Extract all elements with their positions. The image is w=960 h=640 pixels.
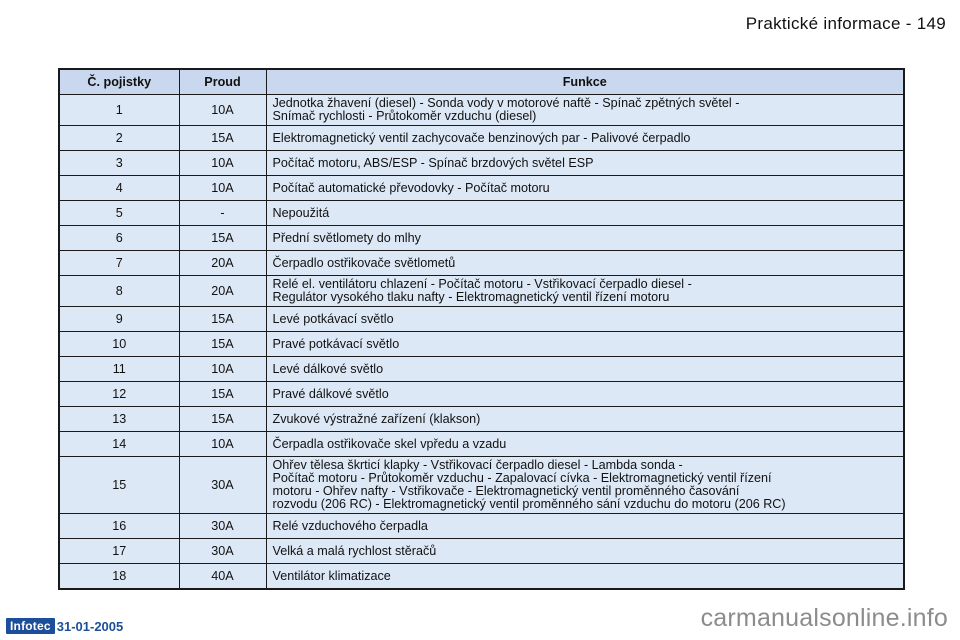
fuse-number-cell: 4 xyxy=(59,176,179,201)
fuse-number-cell: 7 xyxy=(59,251,179,276)
table-row xyxy=(59,307,904,332)
function-cell: Pravé dálkové světlo xyxy=(266,382,904,407)
column-header-current: Proud xyxy=(179,69,266,95)
table-row xyxy=(59,226,904,251)
column-header-fuse-number: Č. pojistky xyxy=(59,69,179,95)
current-cell: 30A xyxy=(179,539,266,564)
current-cell: 20A xyxy=(179,251,266,276)
table-row xyxy=(59,357,904,382)
column-header-function: Funkce xyxy=(266,69,904,95)
current-cell: 15A xyxy=(179,382,266,407)
function-cell: Ohřev tělesa škrticí klapky - Vstřikovací čerpadlo diesel - Lambda sonda - Počítač motoru - Průtokoměr vzduchu - Zapalovací cívka - Elektromagnetický ventil řízení motoru - Ohřev nafty - Vstřikovače - Elektromagnetický ventil proměnného časování rozvodu (206 RC) - Elektromagnetický ventil proměnného sání vzduchu do motoru (206 RC) xyxy=(266,457,904,514)
footer xyxy=(6,618,123,634)
function-cell: Elektromagnetický ventil zachycovače benzinových par - Palivové čerpadlo xyxy=(266,126,904,151)
current-cell: 10A xyxy=(179,151,266,176)
infotec-logo: Infotec xyxy=(6,618,55,634)
fuse-number-cell: 2 xyxy=(59,126,179,151)
function-cell: Levé dálkové světlo xyxy=(266,357,904,382)
function-cell: Přední světlomety do mlhy xyxy=(266,226,904,251)
fuse-number-cell: 14 xyxy=(59,432,179,457)
table-row xyxy=(59,95,904,126)
function-cell: Levé potkávací světlo xyxy=(266,307,904,332)
current-cell: 20A xyxy=(179,276,266,307)
fuse-number-cell: 11 xyxy=(59,357,179,382)
current-cell: 10A xyxy=(179,357,266,382)
table-row xyxy=(59,176,904,201)
table-row xyxy=(59,432,904,457)
function-cell: Počítač motoru, ABS/ESP - Spínač brzdových světel ESP xyxy=(266,151,904,176)
table-row xyxy=(59,201,904,226)
table-row xyxy=(59,151,904,176)
table-body xyxy=(59,95,904,590)
table-row xyxy=(59,407,904,432)
function-cell: Čerpadla ostřikovače skel vpředu a vzadu xyxy=(266,432,904,457)
current-cell: 10A xyxy=(179,432,266,457)
function-cell: Jednotka žhavení (diesel) - Sonda vody v motorové naftě - Spínač zpětných světel - Snímač rychlosti - Průtokoměr vzduchu (diesel) xyxy=(266,95,904,126)
table-row xyxy=(59,382,904,407)
table-row xyxy=(59,564,904,590)
publication-date: 31-01-2005 xyxy=(56,618,124,634)
fuse-number-cell: 18 xyxy=(59,564,179,590)
table-row xyxy=(59,514,904,539)
function-cell: Zvukové výstražné zařízení (klakson) xyxy=(266,407,904,432)
function-cell: Velká a malá rychlost stěračů xyxy=(266,539,904,564)
fuse-number-cell: 1 xyxy=(59,95,179,126)
table-row xyxy=(59,276,904,307)
function-cell: Ventilátor klimatizace xyxy=(266,564,904,590)
function-cell: Čerpadlo ostřikovače světlometů xyxy=(266,251,904,276)
fuse-number-cell: 5 xyxy=(59,201,179,226)
current-cell: - xyxy=(179,201,266,226)
table-row xyxy=(59,251,904,276)
current-cell: 40A xyxy=(179,564,266,590)
fuse-number-cell: 15 xyxy=(59,457,179,514)
fuse-number-cell: 9 xyxy=(59,307,179,332)
function-cell: Nepoužitá xyxy=(266,201,904,226)
table-row xyxy=(59,457,904,514)
page-title: Praktické informace - 149 xyxy=(745,14,946,33)
fuse-number-cell: 16 xyxy=(59,514,179,539)
function-cell: Relé vzduchového čerpadla xyxy=(266,514,904,539)
watermark: carmanualsonline.info xyxy=(700,604,948,632)
function-cell: Relé el. ventilátoru chlazení - Počítač motoru - Vstřikovací čerpadlo diesel - Regulátor vysokého tlaku nafty - Elektromagnetický ventil řízení motoru xyxy=(266,276,904,307)
function-cell: Počítač automatické převodovky - Počítač motoru xyxy=(266,176,904,201)
current-cell: 30A xyxy=(179,514,266,539)
fuse-number-cell: 10 xyxy=(59,332,179,357)
current-cell: 15A xyxy=(179,332,266,357)
current-cell: 30A xyxy=(179,457,266,514)
current-cell: 15A xyxy=(179,307,266,332)
table-row xyxy=(59,126,904,151)
current-cell: 15A xyxy=(179,126,266,151)
table-header-row xyxy=(59,69,904,95)
fuse-number-cell: 13 xyxy=(59,407,179,432)
fuse-number-cell: 8 xyxy=(59,276,179,307)
fuse-number-cell: 6 xyxy=(59,226,179,251)
current-cell: 10A xyxy=(179,95,266,126)
current-cell: 15A xyxy=(179,407,266,432)
fuse-number-cell: 3 xyxy=(59,151,179,176)
current-cell: 10A xyxy=(179,176,266,201)
current-cell: 15A xyxy=(179,226,266,251)
table-row xyxy=(59,332,904,357)
fuse-number-cell: 12 xyxy=(59,382,179,407)
fuse-number-cell: 17 xyxy=(59,539,179,564)
table-row xyxy=(59,539,904,564)
function-cell: Pravé potkávací světlo xyxy=(266,332,904,357)
fuse-table xyxy=(58,68,905,590)
